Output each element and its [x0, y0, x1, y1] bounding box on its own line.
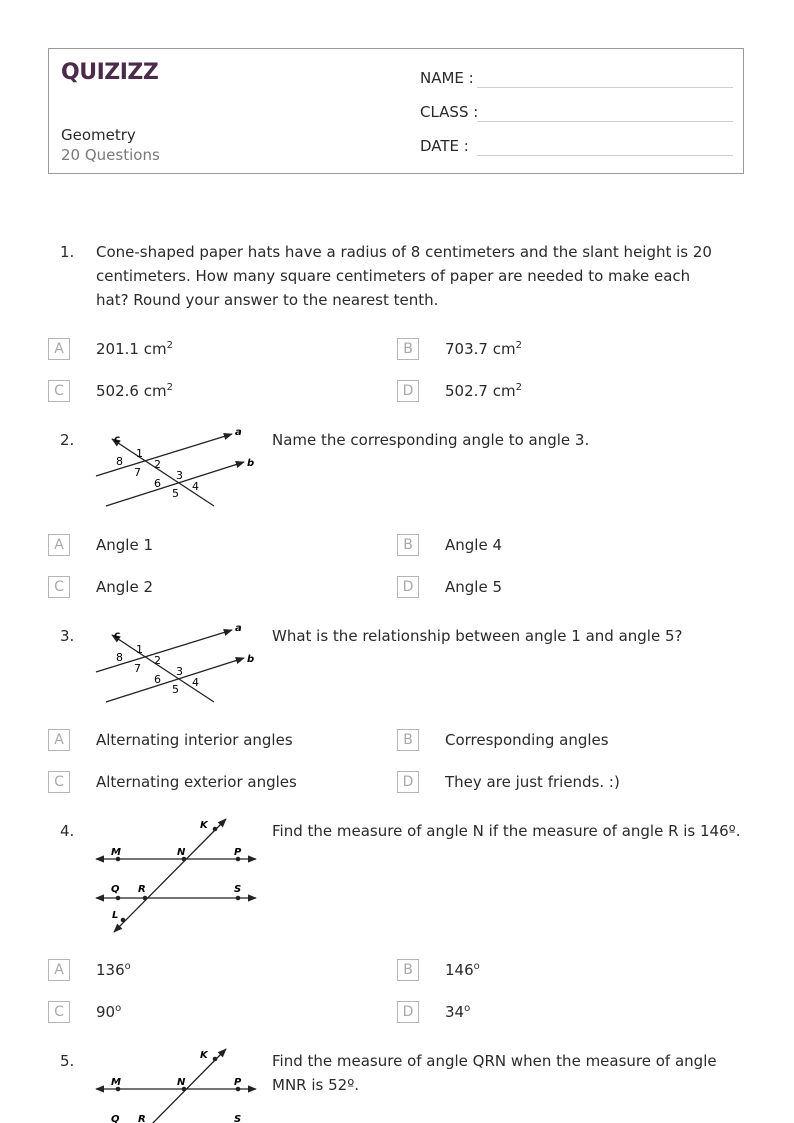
option-value: 502.7 cm: [445, 382, 516, 400]
option-d[interactable]: [445, 1003, 470, 1021]
angle-2: 2: [154, 458, 161, 471]
transversal-diagram: [92, 620, 262, 710]
option-value: 90: [96, 1003, 116, 1021]
angle-8: 8: [116, 455, 123, 468]
line-c: [112, 439, 214, 506]
option-b[interactable]: [445, 961, 480, 979]
option-letter[interactable]: A: [48, 534, 70, 556]
angle-5: 5: [172, 487, 179, 500]
label-L: L: [112, 910, 119, 921]
option-sup: 2: [166, 382, 173, 393]
label-S: S: [234, 884, 242, 895]
angle-4: 4: [192, 676, 199, 689]
question-text: Find the measure of angle N if the measure of angle R is 146º.: [272, 822, 741, 840]
logo-text: QUIZIZZ: [61, 60, 159, 85]
angle-3: 3: [176, 665, 183, 678]
option-d[interactable]: Angle 5: [445, 578, 502, 596]
option-value: 34: [445, 1003, 465, 1021]
option-letter[interactable]: C: [48, 1001, 70, 1023]
question-text: Name the corresponding angle to angle 3.: [272, 431, 590, 449]
angle-3: 3: [176, 469, 183, 482]
angle-5: 5: [172, 683, 179, 696]
angle-6: 6: [154, 673, 161, 686]
label-R: R: [138, 1114, 146, 1123]
option-a[interactable]: [96, 340, 173, 358]
question-text: Find the measure of angle QRN when the measure of angle MNR is 52º.: [272, 1052, 717, 1094]
option-letter[interactable]: A: [48, 959, 70, 981]
label-N: N: [177, 1077, 186, 1088]
option-sup: o: [115, 1003, 122, 1014]
option-a[interactable]: Alternating interior angles: [96, 731, 293, 749]
option-letter[interactable]: A: [48, 729, 70, 751]
option-value: 201.1 cm: [96, 340, 167, 358]
option-a[interactable]: [96, 961, 131, 979]
label-N: N: [177, 847, 186, 858]
option-letter[interactable]: C: [48, 771, 70, 793]
question-number: 3.: [60, 627, 75, 645]
label-Q: Q: [111, 884, 120, 895]
option-value: 136: [96, 961, 125, 979]
option-value: 703.7 cm: [445, 340, 516, 358]
option-letter[interactable]: D: [397, 771, 419, 793]
question-number: 1.: [60, 243, 75, 261]
option-a[interactable]: Angle 1: [96, 536, 153, 554]
date-label: DATE :: [420, 137, 469, 155]
class-line[interactable]: [477, 121, 733, 122]
angle-8: 8: [116, 651, 123, 664]
label-a: a: [235, 427, 242, 438]
option-sup: 2: [515, 340, 522, 351]
line-kl: [114, 819, 226, 932]
option-b[interactable]: Corresponding angles: [445, 731, 609, 749]
label-R: R: [138, 884, 146, 895]
label-M: M: [111, 1077, 121, 1088]
label-b: b: [247, 458, 255, 469]
option-c[interactable]: Angle 2: [96, 578, 153, 596]
option-sup: 2: [166, 340, 173, 351]
option-letter[interactable]: B: [397, 729, 419, 751]
angle-1: 1: [136, 643, 143, 656]
worksheet-header: [48, 48, 744, 174]
class-field[interactable]: [420, 103, 478, 121]
angle-4: 4: [192, 480, 199, 493]
angle-2: 2: [154, 654, 161, 667]
label-Q: Q: [111, 1114, 120, 1123]
question-number: 2.: [60, 431, 75, 449]
option-letter[interactable]: D: [397, 1001, 419, 1023]
subject-title: Geometry: [61, 126, 136, 144]
option-d[interactable]: [445, 382, 522, 400]
option-sup: o: [473, 961, 480, 972]
question-text: What is the relationship between angle 1 and angle 5?: [272, 627, 683, 645]
label-P: P: [234, 847, 242, 858]
angle-7: 7: [134, 466, 141, 479]
option-c[interactable]: [96, 1003, 121, 1021]
question-number: 5.: [60, 1052, 75, 1070]
option-c[interactable]: [96, 382, 173, 400]
date-line[interactable]: [477, 155, 733, 156]
option-sup: 2: [515, 382, 522, 393]
angle-1: 1: [136, 447, 143, 460]
parallel-lines-diagram: [92, 1044, 262, 1123]
label-M: M: [111, 847, 121, 858]
option-letter[interactable]: C: [48, 576, 70, 598]
angle-7: 7: [134, 662, 141, 675]
label-c: c: [114, 630, 120, 641]
option-c[interactable]: Alternating exterior angles: [96, 773, 297, 791]
label-b: b: [247, 654, 255, 665]
quizizz-logo: [61, 57, 161, 91]
option-value: 502.6 cm: [96, 382, 167, 400]
label-c: c: [114, 434, 120, 445]
name-field[interactable]: [420, 69, 474, 87]
transversal-diagram: [92, 424, 262, 514]
date-field[interactable]: [420, 137, 469, 155]
option-letter[interactable]: D: [397, 380, 419, 402]
option-letter[interactable]: B: [397, 534, 419, 556]
question-number: 4.: [60, 822, 75, 840]
parallel-lines-diagram: [92, 814, 262, 936]
option-value: 146: [445, 961, 474, 979]
option-sup: o: [464, 1003, 471, 1014]
option-d[interactable]: They are just friends. :): [445, 773, 620, 791]
name-label: NAME :: [420, 69, 474, 87]
question-count: 20 Questions: [61, 146, 160, 164]
name-line[interactable]: [477, 87, 733, 88]
option-sup: o: [124, 961, 131, 972]
label-K: K: [200, 1050, 208, 1061]
label-S: S: [234, 1114, 242, 1123]
option-b[interactable]: Angle 4: [445, 536, 502, 554]
label-K: K: [200, 820, 208, 831]
option-letter[interactable]: A: [48, 338, 70, 360]
option-letter[interactable]: C: [48, 380, 70, 402]
option-letter[interactable]: B: [397, 338, 419, 360]
line-c: [112, 635, 214, 702]
question-text: Cone-shaped paper hats have a radius of 8 centimeters and the slant height is 20 centimeters. How many square centimeters of paper are needed to make each hat? Round your answer to the nearest tenth.: [96, 243, 712, 309]
class-label: CLASS :: [420, 103, 479, 121]
option-letter[interactable]: D: [397, 576, 419, 598]
label-a: a: [235, 623, 242, 634]
label-P: P: [234, 1077, 242, 1088]
option-letter[interactable]: B: [397, 959, 419, 981]
option-b[interactable]: [445, 340, 522, 358]
angle-6: 6: [154, 477, 161, 490]
